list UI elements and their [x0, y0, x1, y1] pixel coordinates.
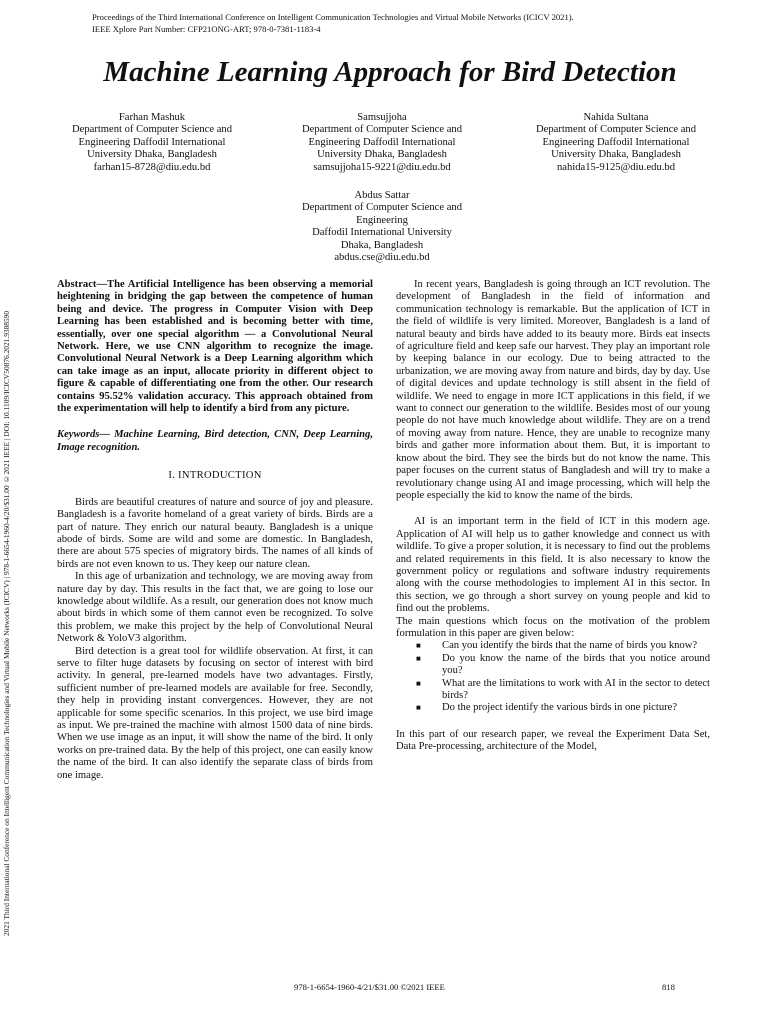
author-name: Samsujjoha [357, 112, 407, 123]
author-email: abdus.cse@diu.edu.bd [334, 252, 430, 264]
question-text: Do you know the name of the birds that you notice around you? [442, 652, 710, 677]
side-doi-banner: 2021 Third International Conference on Intelligent Communication Technologies and Virtual Mobile Networks (ICICV) | 978-1-6654-1960-4/20/$31.00 ©2021 IEEE | DOI: 10.1109/ICICV50876.2021.9388590 [2, 310, 11, 936]
bullet-square-icon: ■ [416, 678, 421, 688]
author-city: Dhaka, Bangladesh [340, 239, 424, 251]
author-block-2 [272, 112, 492, 174]
question-list [396, 640, 710, 714]
paper-title: Machine Learning Approach for Bird Detection [103, 56, 677, 88]
author-dept: Department of Computer Science and [301, 202, 463, 214]
question-text: What are the limitations to work with AI in the sector to detect birds? [442, 677, 710, 701]
proceedings-line-1: Proceedings of the Third International Conference on Intelligent Communication Technologies and Virtual Mobile Networks (ICICV 2021). [92, 12, 574, 22]
author-dept-2: Engineering Daffodil International [308, 136, 456, 148]
proceedings-header [92, 12, 732, 35]
list-item [416, 652, 710, 678]
author-name: Farhan Mashuk [118, 112, 186, 123]
author-name: Nahida Sultana [583, 112, 649, 123]
bullet-square-icon: ■ [416, 653, 421, 663]
author-email: farhan15-8728@diu.edu.bd [93, 161, 211, 173]
author-block-1 [42, 112, 262, 174]
footer-copyright: 978-1-6654-1960-4/21/$31.00 ©2021 IEEE [294, 982, 445, 992]
author-email: samsujjoha15-9221@diu.edu.bd [313, 161, 451, 173]
author-univ: University Dhaka, Bangladesh [551, 149, 681, 161]
author-dept: Department of Computer Science and [301, 124, 463, 136]
right-column [396, 279, 710, 754]
author-univ: University Dhaka, Bangladesh [87, 149, 217, 161]
bullet-square-icon: ■ [416, 703, 421, 713]
intro-paragraph-1: Birds are beautiful creatures of nature and source of joy and pleasure. Bangladesh is a favorite homeland of a great variety of birds. Birds are a part of nature. They enrich our natural beauty. Bangladesh is a unique abode of birds. Some are wild and some are domestic. In Bangladesh, there are about 575 species of migratory birds. The names of all kinds of birds are not even known to us. They keep our nature clean. [57, 496, 373, 570]
author-univ: Daffodil International University [312, 227, 452, 239]
proceedings-line-2: IEEE Xplore Part Number: CFP21ONG-ART; 978-0-7381-1183-4 [92, 23, 321, 34]
author-dept-2: Engineering [356, 214, 408, 226]
list-item [416, 677, 710, 703]
author-dept: Department of Computer Science and [535, 124, 697, 136]
author-univ: University Dhaka, Bangladesh [317, 149, 447, 161]
author-dept: Department of Computer Science and [71, 124, 233, 136]
keywords: Keywords— Machine Learning, Bird detection, CNN, Deep Learning, Image recognition. [57, 429, 373, 453]
intro-paragraph-3: Bird detection is a great tool for wildlife observation. At first, it can serve to filter huge datasets by focusing on sector of interest with bird activity. In general, pre-learned models have two advantages. Firstly, sufficient number of pre-learned models are available for free. Secondly, they help in providing instant convergences. However, they are not applicable for some specific scenarios. In this project, we use bird image as input. We pre-trained the machine with almost 1500 data of nine birds. When we use image as an input, it will show the name of the bird. It only works on pre-trained data. By the help of this project, one can easily know the name of the bird. It can also identify the separate class of birds from one image. [57, 645, 373, 781]
bullet-square-icon: ■ [416, 641, 421, 651]
body-paragraph-questions-intro: The main questions which focus on the motivation of the problem formulation in this paper are given below: [396, 615, 710, 639]
list-item [416, 702, 710, 714]
page-number: 818 [662, 982, 675, 992]
question-text: Can you identify the birds that the name of birds you know? [442, 640, 698, 652]
section-heading-introduction: I. INTRODUCTION [168, 470, 262, 482]
body-paragraph-closing: In this part of our research paper, we reveal the Experiment Data Set, Data Pre-processing, architecture of the Model, [396, 728, 710, 753]
list-item [416, 640, 710, 652]
body-paragraph-ai: AI is an important term in the field of ICT in this modern age. Application of AI will help us to gather knowledge and connect us with wildlife. To give a proper solution, it is necessary to find out the problems and related requirements in this field. It is also necessary to know the government policy or regulations and software industry requirements along with the course methodologies to implement AI in this sector. In this section, we go through a short survey on young people and kid to find out the problems. [396, 516, 710, 615]
author-name: Abdus Sattar [354, 190, 410, 201]
author-dept-2: Engineering Daffodil International [542, 136, 690, 148]
author-block-4 [272, 190, 492, 264]
author-dept-2: Engineering Daffodil International [78, 136, 226, 148]
question-text: Do the project identify the various birds in one picture? [442, 702, 678, 714]
intro-paragraph-2: In this age of urbanization and technology, we are moving away from nature day by day. This results in the fact that, we are going to lose our knowledge about wildlife. As a result, our generation does not know much about birds in which some of them cannot even be recognized. To solve this problem, we make this project by the help of Convolutional Neural Network & YoloV3 algorithm. [57, 571, 373, 645]
body-paragraph-ict: In recent years, Bangladesh is going through an ICT revolution. The development of Bangladesh in the field of information and communication technology is remarkable. But the application of ICT in the field of wildlife is very limited. Moreover, Bangladesh is a land of natural beauty and birds have added to its beauty more. Birds eat insects of agriculture field and keep safe our harvest. They play an important role by keeping balance in our ecology. Due to being attracted to the urbanization, we are moving away from nature and birds, day by day. Use of digital devices and update technology is still absent in the field of wildlife. We need to engage in more ICT applications in this field, if we want to connect our generation to the wildlife. Besides most of our young people do not have much knowledge about wildlife. They are on a trend of moving away from nature. Hence, they are unable to recognize many birds and gather more information about them. But, it is important to know about the bird. They see the birds but do not know the name. This paper focuses on the current status of Bangladesh and will try to make a revolutionary change using AI and image processing, which will help the people especially the kid to know the name of the birds. [396, 279, 710, 501]
left-column [57, 279, 373, 782]
author-email: nahida15-9125@diu.edu.bd [556, 161, 676, 173]
abstract: Abstract—The Artificial Intelligence has been observing a memorial heightening in bridging the gap between the competence of human being and device. The progress in Computer Vision with Deep Learning has been established and is becoming better with time, essentially, over one special algorithm — a Convolutional Neural Network. Here, we use CNN algorithm to recognize the image. Convolutional Neural Network is a Deep Learning algorithm which can take image as an input, allocate priority in different object to figure & capable of differentiating one from the other. Our research contains 95.52% validation accuracy. This approach obtained from the experimentation will help to identify a bird from any picture. [57, 279, 373, 415]
author-block-3 [504, 112, 728, 174]
